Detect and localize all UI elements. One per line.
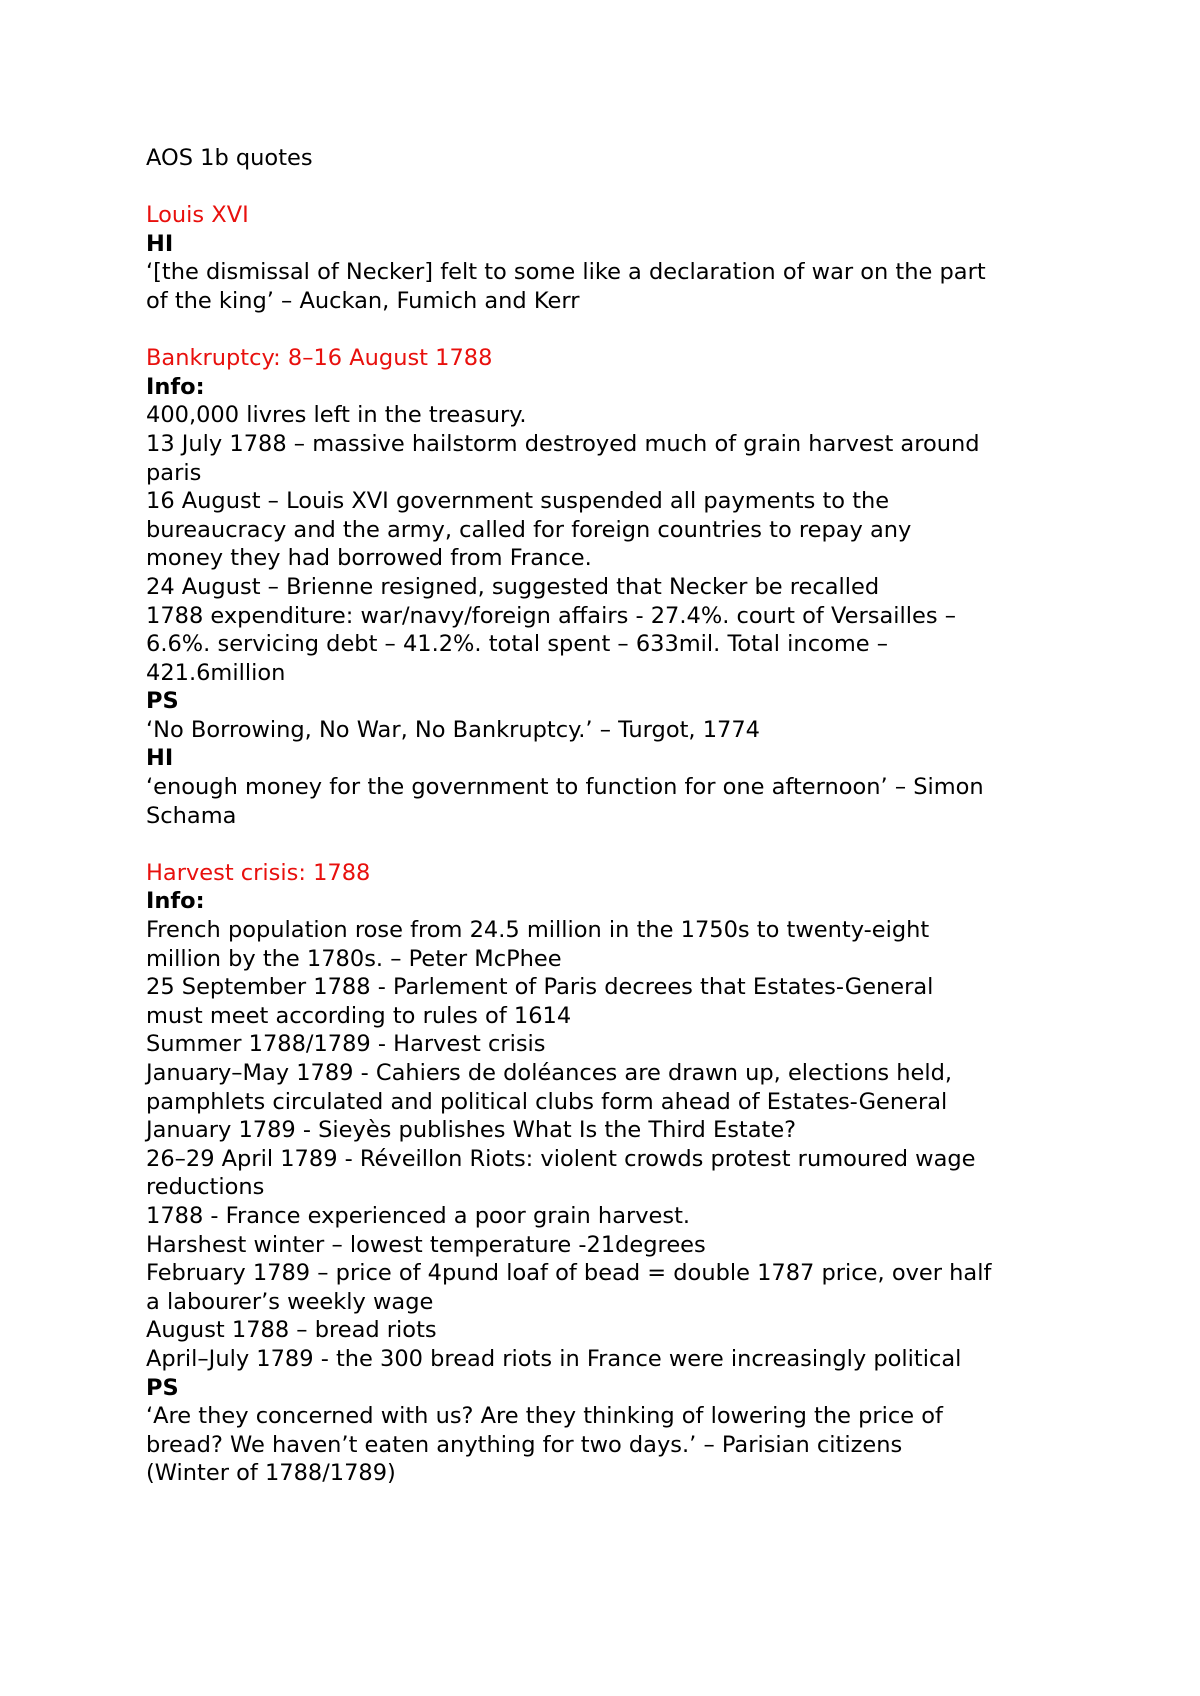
info-line: reductions	[146, 1174, 265, 1201]
info-line: must meet according to rules of 1614	[146, 1002, 572, 1029]
info-label: Info:	[146, 373, 205, 400]
info-line: 421.6million	[146, 659, 286, 686]
info-line: 25 September 1788 - Parlement of Paris decrees that Estates-General	[146, 974, 934, 1001]
info-line: money they had borrowed from France.	[146, 545, 592, 572]
ps-quote-line: ‘No Borrowing, No War, No Bankruptcy.’ – Turgot, 1774	[146, 716, 760, 743]
hi-quote-line: ‘enough money for the government to function for one afternoon’ – Simon	[146, 774, 984, 801]
info-line: January 1789 - Sieyès publishes What Is the Third Estate?	[146, 1117, 797, 1144]
info-line: 1788 expenditure: war/navy/foreign affairs - 27.4%. court of Versailles –	[146, 602, 956, 629]
info-line: French population rose from 24.5 million in the 1750s to twenty-eight	[146, 917, 930, 944]
info-line: Harshest winter – lowest temperature -21degrees	[146, 1231, 706, 1258]
ps-label: PS	[146, 688, 179, 715]
spacer	[146, 830, 1086, 859]
hi-label: HI	[146, 230, 174, 257]
section-heading-harvest: Harvest crisis: 1788	[146, 859, 371, 886]
ps-quote-line: ‘Are they concerned with us? Are they thinking of lowering the price of	[146, 1403, 943, 1430]
section-heading-bankruptcy: Bankruptcy: 8–16 August 1788	[146, 345, 493, 372]
hi-quote-line: Schama	[146, 802, 237, 829]
document-page	[146, 144, 1086, 1488]
info-line: 13 July 1788 – massive hailstorm destroyed much of grain harvest around	[146, 430, 980, 457]
spacer	[146, 316, 1086, 345]
info-line: million by the 1780s. – Peter McPhee	[146, 945, 562, 972]
info-line: pamphlets circulated and political clubs form ahead of Estates-General	[146, 1088, 948, 1115]
ps-quote-line: bread? We haven’t eaten anything for two days.’ – Parisian citizens	[146, 1431, 903, 1458]
info-line: 16 August – Louis XVI government suspended all payments to the	[146, 488, 890, 515]
info-line: bureaucracy and the army, called for foreign countries to repay any	[146, 516, 912, 543]
info-line: a labourer’s weekly wage	[146, 1288, 434, 1315]
info-line: 24 August – Brienne resigned, suggested that Necker be recalled	[146, 573, 880, 600]
info-line: January–May 1789 - Cahiers de doléances are drawn up, elections held,	[146, 1060, 953, 1086]
info-line: April–July 1789 - the 300 bread riots in France were increasingly political	[146, 1345, 962, 1372]
info-line: 6.6%. servicing debt – 41.2%. total spent – 633mil. Total income –	[146, 631, 888, 658]
info-line: February 1789 – price of 4pund loaf of bead = double 1787 price, over half	[146, 1260, 992, 1287]
hi-quote-line: of the king’ – Auckan, Fumich and Kerr	[146, 287, 580, 314]
info-line: 1788 - France experienced a poor grain harvest.	[146, 1202, 691, 1229]
info-line: 400,000 livres left in the treasury.	[146, 402, 527, 429]
section-heading-louis: Louis XVI	[146, 202, 249, 229]
ps-quote-line: (Winter of 1788/1789)	[146, 1460, 396, 1487]
hi-label: HI	[146, 745, 174, 772]
info-line: August 1788 – bread riots	[146, 1317, 437, 1344]
info-label: Info:	[146, 888, 205, 915]
info-line: Summer 1788/1789 - Harvest crisis	[146, 1031, 546, 1058]
spacer	[146, 173, 1086, 202]
document-title: AOS 1b quotes	[146, 145, 313, 171]
info-line: 26–29 April 1789 - Réveillon Riots: violent crowds protest rumoured wage	[146, 1145, 976, 1172]
hi-quote-line: ‘[the dismissal of Necker] felt to some like a declaration of war on the part	[146, 259, 986, 286]
info-line: paris	[146, 459, 202, 486]
ps-label: PS	[146, 1374, 179, 1401]
